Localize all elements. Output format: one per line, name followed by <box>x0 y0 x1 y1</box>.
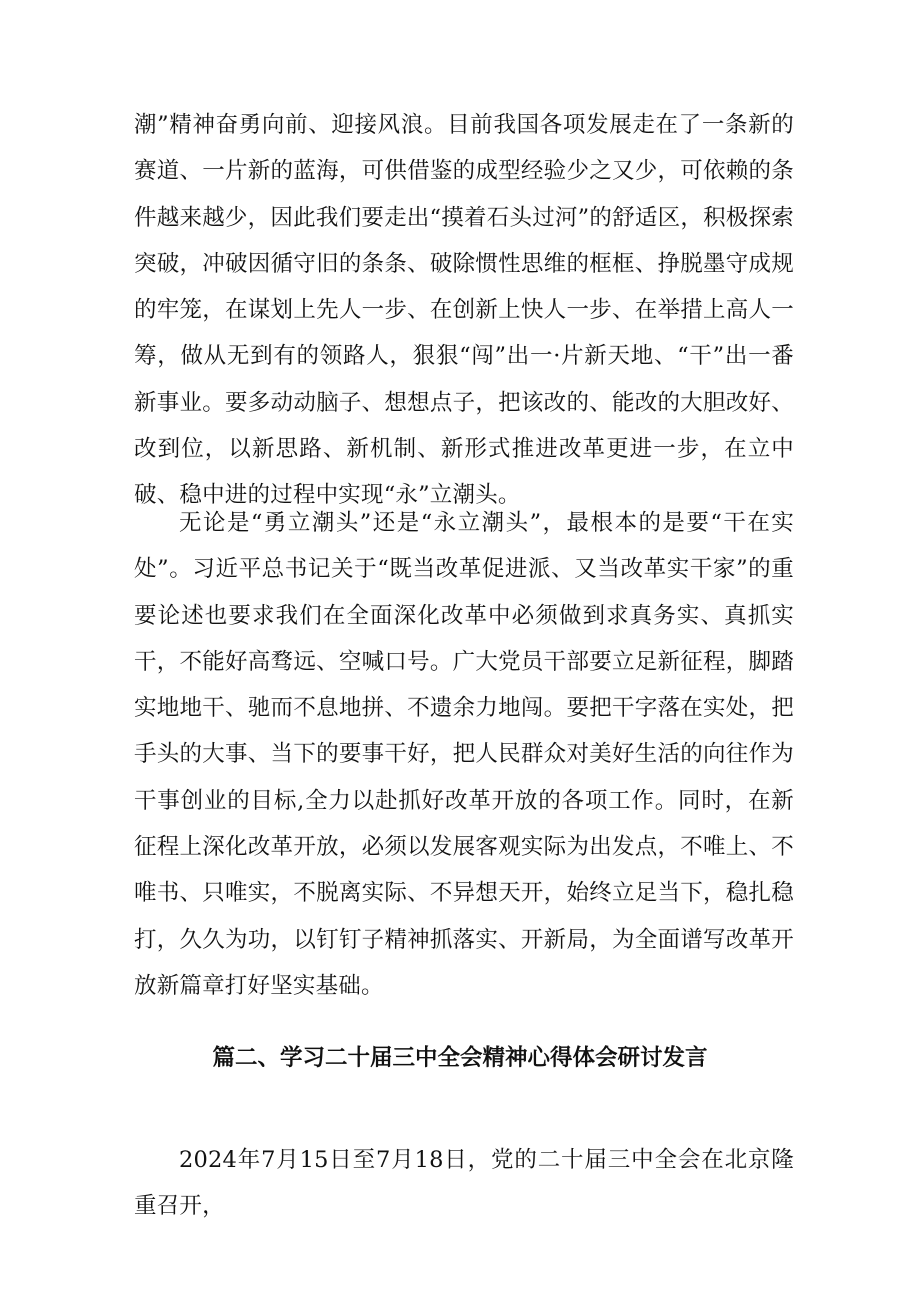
body-paragraph-2: 无论是“勇立潮头”还是“永立潮头”，最根本的是要“干在实处”。习近平总书记关于“既当改革促进派、又当改革实干家”的重要论述也要求我们在全面深化改革中必须做到求真务实、真抓实干，不能好高骛远、空喊口号。广大党员干部要立足新征程，脚踏实地地干、驰而不息地拼、不遗余力地闯。要把干字落在实处，把手头的大事、当下的要事干好，把人民群众对美好生活的向往作为干事创业的目标,全力以赴抓好改革开放的各项工作。同时，在新征程上深化改革开放，必须以发展客观实际为出发点，不唯上、不唯书、只唯实，不脱离实际、不异想天开，始终立足当下，稳扎稳打，久久为功，以钉钉子精神抓落实、开新局，为全面谱写改革开放新篇章打好坚实基础。 <box>134 510 794 999</box>
section-heading: 篇二、学习二十届三中全会精神心得体会研讨发言 <box>212 1045 708 1071</box>
body-paragraph-3: 2024年7月15日至7月18日，党的二十届三中全会在北京隆重召开， <box>134 1147 794 1220</box>
body-paragraph-1: 潮”精神奋勇向前、迎接风浪。目前我国各项发展走在了一条新的赛道、一片新的蓝海，可供借鉴的成型经验少之又少，可依赖的条件越来越少，因此我们要走出“摸着石头过河”的舒适区，积极探索突破，冲破因循守旧的条条、破除惯性思维的框框、挣脱墨守成规的牢笼，在谋划上先人一步、在创新上快人一步、在举措上高人一筹，做从无到有的领路人，狠狠“闯”出一·片新天地、“干”出一番新事业。要多动动脑子、想想点子，把该改的、能改的大胆改好、改到位，以新思路、新机制、新形式推进改革更进一步，在立中破、稳中进的过程中实现“永”立潮头。 <box>134 112 794 509</box>
